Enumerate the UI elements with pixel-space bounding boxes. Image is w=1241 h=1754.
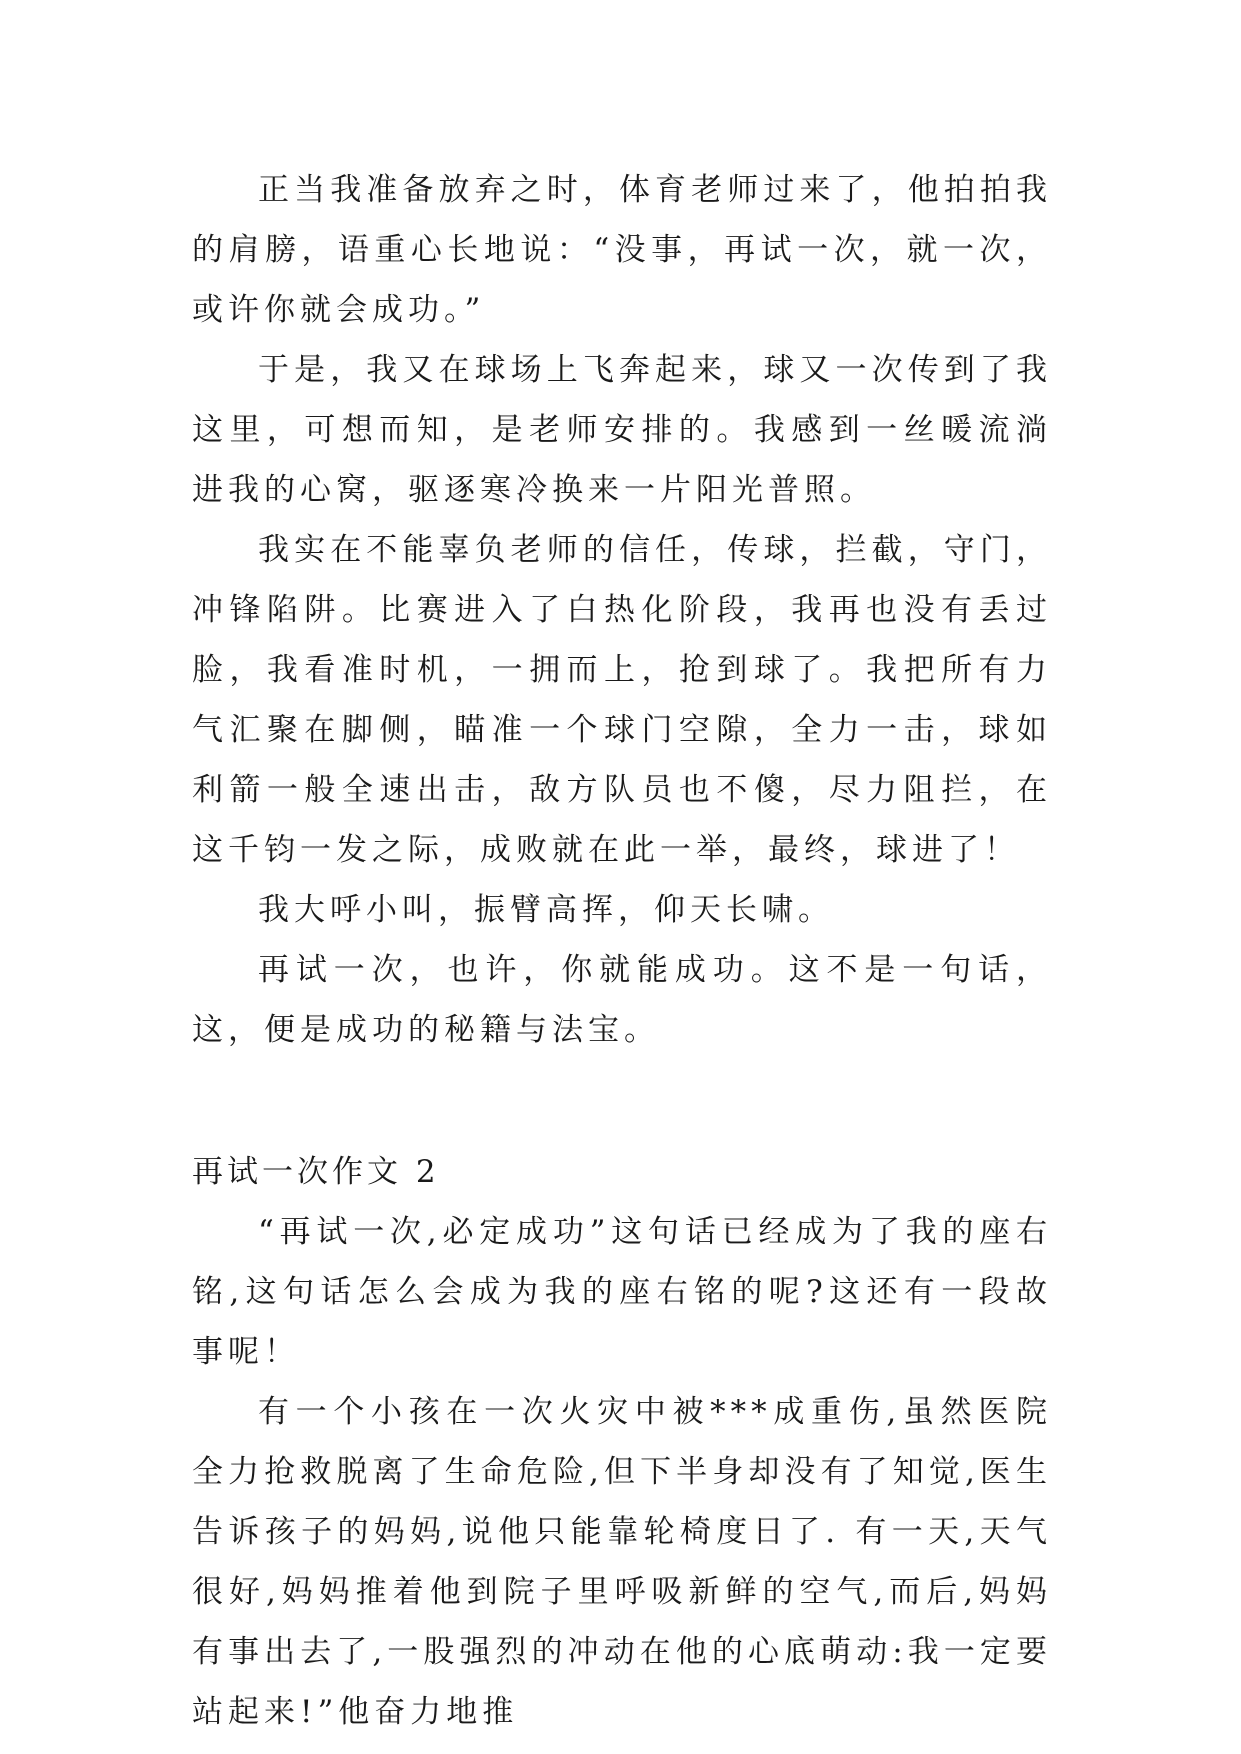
paragraph: 有一个小孩在一次火灾中被***成重伤,虽然医院全力抢救脱离了生命危险,但下半身却没有了知觉,医生告诉孩子的妈妈,说他只能靠轮椅度日了. 有一天,天气很好,妈妈推着他到院子里呼吸新鲜的空气,而后,妈妈有事出去了,一股强烈的冲动在他的心底萌动:我一定要站起来!”他奋力地推 <box>192 1394 1052 1730</box>
section-title: 再试一次作文 2 <box>192 1154 440 1190</box>
paragraph: 于是，我又在球场上飞奔起来，球又一次传到了我这里，可想而知，是老师安排的。我感到一丝暖流淌进我的心窝，驱逐寒冷换来一片阳光普照。 <box>192 352 1052 508</box>
paragraph: 我实在不能辜负老师的信任，传球，拦截，守门，冲锋陷阱。比赛进入了白热化阶段，我再也没有丢过脸，我看准时机，一拥而上，抢到球了。我把所有力气汇聚在脚侧，瞄准一个球门空隙，全力一击，球如利箭一般全速出击，敌方队员也不傻，尽力阻拦，在这千钧一发之际，成败就在此一举，最终，球进了！ <box>192 532 1052 868</box>
paragraph: 正当我准备放弃之时，体育老师过来了，他拍拍我的肩膀，语重心长地说：“没事，再试一次，就一次，或许你就会成功。” <box>192 172 1052 328</box>
paragraph: 再试一次，也许，你就能成功。这不是一句话，这，便是成功的秘籍与法宝。 <box>192 952 1052 1048</box>
paragraph: “再试一次,必定成功”这句话已经成为了我的座右铭,这句话怎么会成为我的座右铭的呢?这还有一段故事呢！ <box>192 1214 1052 1370</box>
document-body <box>192 160 1052 1742</box>
paragraph: 我大呼小叫，振臂高挥，仰天长啸。 <box>258 892 834 928</box>
